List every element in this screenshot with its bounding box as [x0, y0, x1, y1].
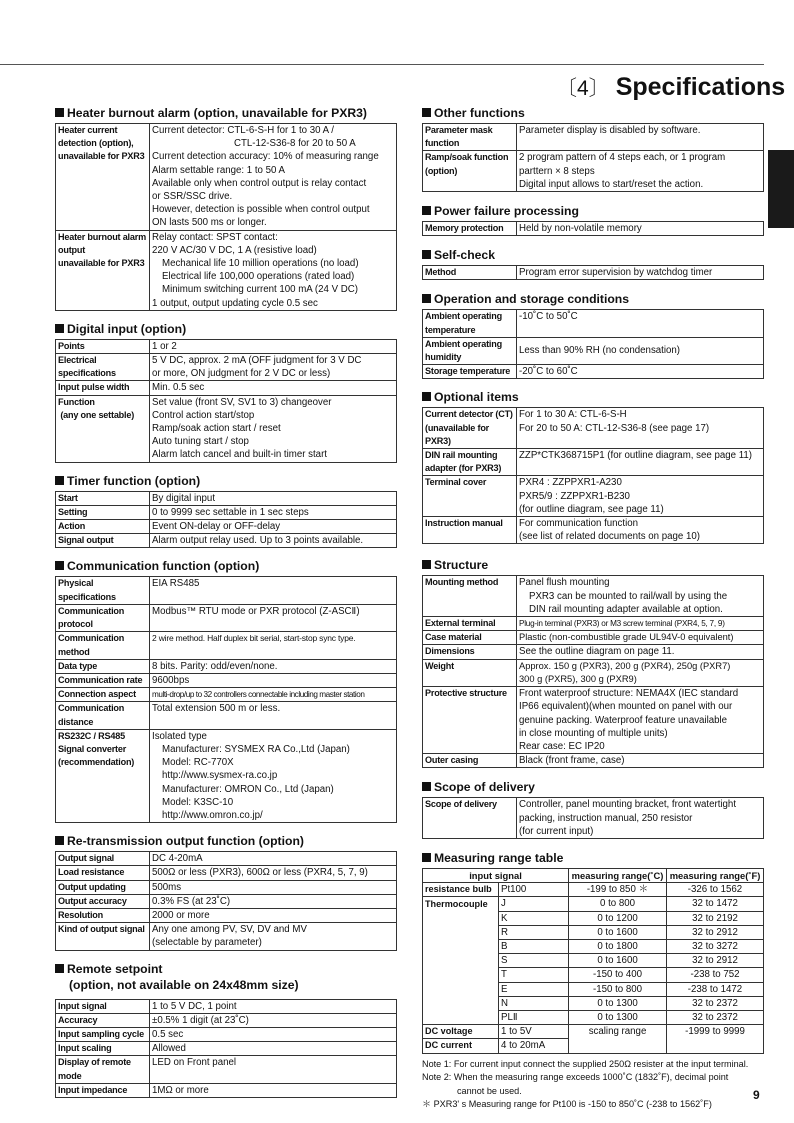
table-row: N 0 to 1300 32 to 2372: [423, 996, 764, 1010]
table-row: E -150 to 800 -238 to 1472: [423, 982, 764, 996]
table-row: [56, 230, 397, 310]
table-row: Output accuracy 0.3% FS (at 23˚C): [56, 894, 397, 908]
table-row: Input signal 1 to 5 V DC, 1 point: [56, 999, 397, 1013]
table-row: Resolution 2000 or more: [56, 908, 397, 922]
note: Note 2: When the measuring range exceeds 1000˚C (1832˚F), decimal point: [422, 1072, 729, 1083]
section-heading: Optional items: [422, 390, 764, 405]
page-title-text: Specifications: [615, 73, 786, 101]
table-row: Input pulse width Min. 0.5 sec: [56, 381, 397, 395]
scope-table: [422, 797, 764, 839]
table-row: Terminal cover PXR4 : ZZPPXR1-A230 PXR5/9 : ZZPPXR1-B230 (for outline diagram, see page 11): [423, 476, 764, 517]
remote-table: [55, 999, 397, 1098]
table-row: Scope of delivery Controller, panel mounting bracket, front watertight packing, instruction manual, 250 resistor (for current input): [423, 798, 764, 839]
table-row: PLⅡ 0 to 1300 32 to 2372: [423, 1010, 764, 1024]
section-subheading: (option, not available on 24x48mm size): [69, 977, 299, 992]
section-heading: Heater burnout alarm (option, unavailable for PXR3): [55, 106, 397, 121]
section-heading: Re-transmission output function (option): [55, 834, 397, 849]
table-row: DC current 4 to 20mA: [423, 1039, 764, 1053]
selfcheck-table: [422, 265, 764, 280]
table-row: Display of remote mode LED on Front panel: [56, 1056, 397, 1083]
table-row: Parameter mask function Parameter display is disabled by software.: [423, 124, 764, 151]
table-row: Output signal DC 4-20mA: [56, 852, 397, 866]
table-row: Storage temperature -20˚C to 60˚C: [423, 365, 764, 379]
table-row: RS232C / RS485 Signal converter (recommendation) Isolated type Manufacturer: SYSMEX RA Co.,Ltd (Japan) Model: RC-770X http://www.sysmex-ra.co.jp Manufacturer: OMRON Co., Ltd (Japan) Model: K3SC-10 http://www.omron.co.jp/: [56, 729, 397, 822]
table-row: Accuracy ±0.5% 1 digit (at 23˚C): [56, 1013, 397, 1027]
table-row: External terminal Plug-in terminal (PXR3) or M3 screw terminal (PXR4, 5, 7, 9): [423, 617, 764, 631]
bullet-square-icon: [422, 108, 431, 117]
section-heading: Communication function (option): [55, 559, 397, 574]
table-row: Current detector (CT) (unavailable for PXR3) For 1 to 30 A: CTL-6-S-H For 20 to 50 A: CTL-12-S36-8 (see page 17): [423, 408, 764, 449]
page-number: 9: [753, 1088, 760, 1102]
structure-table: [422, 575, 764, 768]
page-title-number: 〔4〕: [556, 77, 610, 100]
row-key: Heater current detection (option), unavailable for PXR3: [56, 124, 150, 231]
retrans-table: [55, 851, 397, 950]
timer-table: [55, 491, 397, 549]
table-row: DC voltage 1 to 5V scaling range -1999 to 9999: [423, 1025, 764, 1039]
table-row: Communication distance Total extension 500 m or less.: [56, 702, 397, 729]
table-row: Connection aspect multi-drop/up to 32 controllers connectable including master station: [56, 688, 397, 702]
bullet-square-icon: [422, 560, 431, 569]
table-row: Kind of output signal Any one among PV, SV, DV and MV (selectable by parameter): [56, 923, 397, 950]
other-section: [422, 106, 764, 192]
table-row: Function (any one settable) Set value (front SV, SV1 to 3) changeover Control action start/stop Ramp/soak action start / reset Auto tuning start / stop Alarm latch cancel and built-in timer start: [56, 395, 397, 462]
table-row: Communication protocol Modbus™ RTU mode or PXR protocol (Z-ASCⅡ): [56, 604, 397, 631]
right-column: [422, 106, 764, 1112]
measuring-notes: [422, 1058, 764, 1112]
table-row: Output updating 500ms: [56, 880, 397, 894]
table-row: Action Event ON-delay or OFF-delay: [56, 520, 397, 534]
bullet-square-icon: [55, 964, 64, 973]
table-row: Weight Approx. 150 g (PXR3), 200 g (PXR4), 250g (PXR7) 300 g (PXR5), 300 g (PXR9): [423, 659, 764, 686]
left-column: [55, 106, 397, 1098]
bullet-square-icon: [55, 108, 64, 117]
operation-section: [422, 292, 764, 379]
digital-section: [55, 322, 397, 463]
measuring-table: [422, 868, 764, 1054]
bullet-square-icon: [422, 782, 431, 791]
table-row: Outer casing Black (front frame, case): [423, 754, 764, 768]
section-heading: Operation and storage conditions: [422, 292, 764, 307]
table-row: Communication method 2 wire method. Half duplex bit serial, start-stop sync type.: [56, 632, 397, 659]
table-row: Ambient operating temperature -10˚C to 50˚C: [423, 310, 764, 337]
note: ＊ PXR3' s Measuring range for Pt100 is -150 to 850˚C (-238 to 1562˚F): [422, 1099, 712, 1110]
table-row: Points 1 or 2: [56, 339, 397, 353]
note: Note 1: For current input connect the supplied 250Ω resister at the input terminal.: [422, 1058, 749, 1069]
table-row: B 0 to 1800 32 to 3272: [423, 939, 764, 953]
heater-section: [55, 106, 397, 311]
table-row: Method Program error supervision by watchdog timer: [423, 266, 764, 280]
table-row: Memory protection Held by non-volatile memory: [423, 222, 764, 236]
chapter-tab: [768, 150, 794, 228]
table-row: K 0 to 1200 32 to 2192: [423, 911, 764, 925]
optional-table: [422, 407, 764, 544]
structure-section: [422, 558, 764, 768]
selfcheck-section: [422, 248, 764, 280]
table-row: resistance bulb Pt100 -199 to 850 ＊ -326 to 1562: [423, 883, 764, 897]
timer-section: [55, 474, 397, 549]
table-header-row: input signal measuring range(˚C) measuring range(˚F): [423, 868, 764, 882]
section-heading: Other functions: [422, 106, 764, 121]
header-rule: [0, 64, 764, 65]
table-row: Signal output Alarm output relay used. Up to 3 points available.: [56, 534, 397, 548]
power-table: [422, 221, 764, 236]
table-row: Input impedance 1MΩ or more: [56, 1083, 397, 1097]
row-value: Relay contact: SPST contact: 220 V AC/30 V DC, 1 A (resistive load) Mechanical life 10 million operations (no load) Electrical life 100,000 operations (rated load) Minimum switching current 100 mA (24 V DC) 1 output, output updating cycle 0.5 sec: [150, 230, 397, 310]
note: cannot be used.: [457, 1085, 522, 1096]
section-heading: Digital input (option): [55, 322, 397, 337]
table-row: Communication rate 9600bps: [56, 673, 397, 687]
table-row: Setting 0 to 9999 sec settable in 1 sec steps: [56, 505, 397, 519]
table-row: Ramp/soak function (option) 2 program pattern of 4 steps each, or 1 program parttern × 8 steps Digital input allows to start/reset the action.: [423, 151, 764, 192]
bullet-square-icon: [55, 476, 64, 485]
table-row: Data type 8 bits. Parity: odd/even/none.: [56, 659, 397, 673]
table-row: Instruction manual For communication function (see list of related documents on page 10): [423, 517, 764, 544]
bullet-square-icon: [422, 250, 431, 259]
scope-section: [422, 780, 764, 839]
table-row: S 0 to 1600 32 to 2912: [423, 954, 764, 968]
row-key: Heater burnout alarm output unavailable for PXR3: [56, 230, 150, 310]
table-row: DIN rail mounting adapter (for PXR3) ZZP*CTK368715P1 (for outline diagram, see page 11): [423, 449, 764, 476]
table-row: Load resistance 500Ω or less (PXR3), 600Ω or less (PXR4, 5, 7, 9): [56, 866, 397, 880]
bullet-square-icon: [422, 392, 431, 401]
table-row: Dimensions See the outline diagram on page 11.: [423, 645, 764, 659]
comm-table: [55, 576, 397, 823]
optional-section: [422, 390, 764, 544]
section-heading: Remote setpoint: [55, 962, 397, 977]
measuring-section: [422, 851, 764, 1112]
heater-table: [55, 123, 397, 311]
bullet-square-icon: [55, 561, 64, 570]
table-row: Protective structure Front waterproof structure: NEMA4X (IEC standard IP66 equivalent)(when mounted on panel with our genuine packing. Waterproof feature unavailable in close mounting of multiple units) Rear case: EC IP20: [423, 687, 764, 754]
table-row: Start By digital input: [56, 491, 397, 505]
table-row: Electrical specifications 5 V DC, approx. 2 mA (OFF judgment for 3 V DC or more, ON judgment for 2 V DC or less): [56, 354, 397, 381]
section-heading: Self-check: [422, 248, 764, 263]
retrans-section: [55, 834, 397, 950]
table-row: Physical specifications EIA RS485: [56, 577, 397, 604]
power-section: [422, 204, 764, 236]
bullet-square-icon: [422, 206, 431, 215]
bullet-square-icon: [422, 853, 431, 862]
page-title: [556, 72, 785, 102]
remote-section: [55, 962, 397, 1098]
comm-section: [55, 559, 397, 823]
operation-table: [422, 309, 764, 379]
other-table: [422, 123, 764, 192]
table-row: Case material Plastic (non-combustible grade UL94V-0 equivalent): [423, 631, 764, 645]
table-row: Mounting method Panel flush mounting PXR3 can be mounted to rail/wall by using the DIN rail mounting adapter available at option.: [423, 576, 764, 617]
table-row: R 0 to 1600 32 to 2912: [423, 925, 764, 939]
table-row: Ambient operating humidity Less than 90% RH (no condensation): [423, 337, 764, 364]
bullet-square-icon: [422, 294, 431, 303]
table-row: T -150 to 400 -238 to 752: [423, 968, 764, 982]
section-heading: Timer function (option): [55, 474, 397, 489]
section-heading: Structure: [422, 558, 764, 573]
section-heading: Measuring range table: [422, 851, 764, 866]
table-row: Input sampling cycle 0.5 sec: [56, 1027, 397, 1041]
bullet-square-icon: [55, 324, 64, 333]
bullet-square-icon: [55, 836, 64, 845]
section-heading: Power failure processing: [422, 204, 764, 219]
table-row: Input scaling Allowed: [56, 1042, 397, 1056]
digital-table: [55, 339, 397, 463]
table-row: Thermocouple J 0 to 800 32 to 1472: [423, 897, 764, 911]
section-heading: Scope of delivery: [422, 780, 764, 795]
table-row: [56, 124, 397, 231]
row-value: Current detector: CTL-6-S-H for 1 to 30 A / CTL-12-S36-8 for 20 to 50 A Current detection accuracy: 10% of measuring range Alarm settable range: 1 to 50 A Available only when control output is relay contact or SSR/SSC drive. However, detection is possible when control output ON lasts 500 ms or longer.: [150, 124, 397, 231]
